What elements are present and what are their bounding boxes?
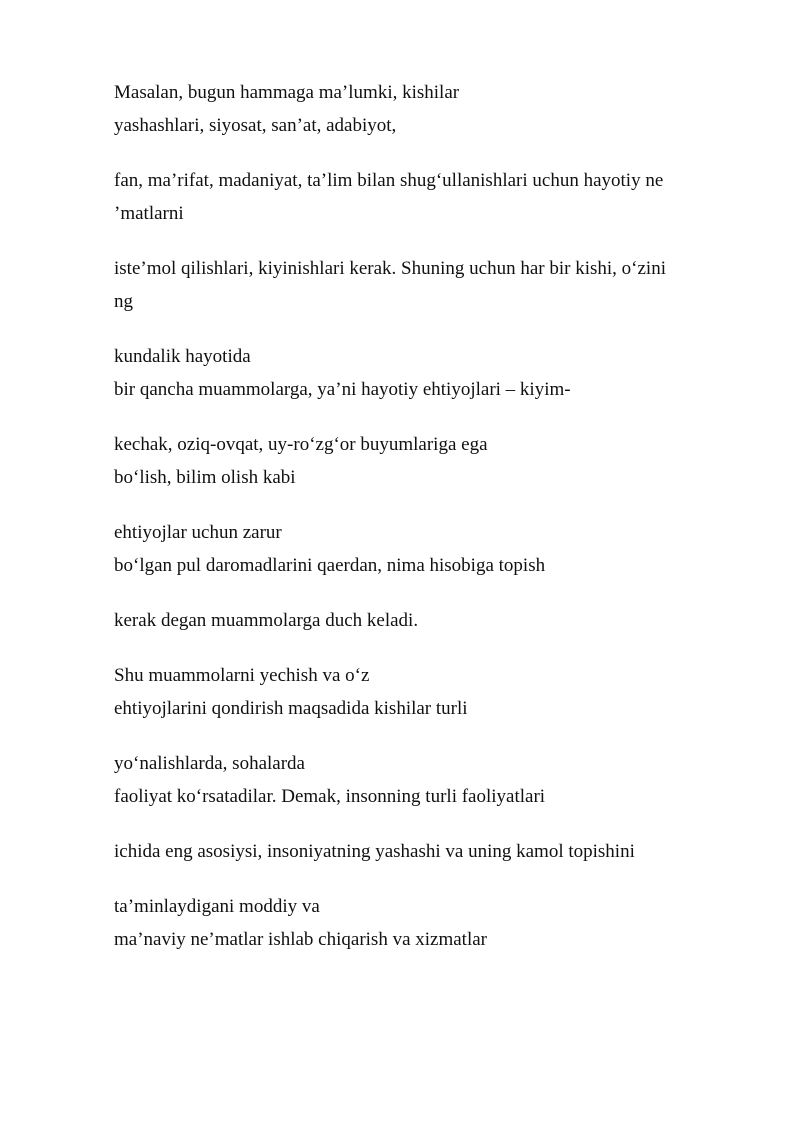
text-line: iste’mol qilishlari, kiyinishlari kerak. Shuning uchun har bir kishi, o‘zini bbox=[114, 258, 666, 279]
document-body bbox=[114, 76, 754, 978]
text-line: kundalik hayotida bbox=[114, 346, 251, 367]
text-line: ng bbox=[114, 291, 133, 312]
text-line: ehtiyojlarini qondirish maqsadida kishilar turli bbox=[114, 698, 468, 719]
text-line: ehtiyojlar uchun zarur bbox=[114, 522, 282, 543]
paragraph bbox=[114, 890, 754, 956]
text-line: kerak degan muammolarga duch keladi. bbox=[114, 610, 419, 631]
text-line: ma’naviy ne’matlar ishlab chiqarish va xizmatlar bbox=[114, 929, 487, 950]
paragraph bbox=[114, 659, 754, 725]
paragraph bbox=[114, 604, 754, 637]
paragraph bbox=[114, 428, 754, 494]
text-line: yo‘nalishlarda, sohalarda bbox=[114, 753, 305, 774]
paragraph bbox=[114, 164, 754, 230]
paragraph bbox=[114, 340, 754, 406]
text-line: bo‘lgan pul daromadlarini qaerdan, nima hisobiga topish bbox=[114, 555, 546, 576]
text-line: Shu muammolarni yechish va o‘z bbox=[114, 665, 370, 686]
text-line: bir qancha muammolarga, ya’ni hayotiy ehtiyojlari – kiyim- bbox=[114, 379, 571, 400]
text-line: ’matlarni bbox=[114, 203, 184, 224]
paragraph bbox=[114, 835, 754, 868]
paragraph bbox=[114, 516, 754, 582]
text-line: Masalan, bugun hammaga ma’lumki, kishilar bbox=[114, 82, 460, 103]
text-line: bo‘lish, bilim olish kabi bbox=[114, 467, 296, 488]
text-line: faoliyat ko‘rsatadilar. Demak, insonning turli faoliyatlari bbox=[114, 786, 546, 807]
text-line: ta’minlaydigani moddiy va bbox=[114, 896, 320, 917]
text-line: ichida eng asosiysi, insoniyatning yashashi va uning kamol topishini bbox=[114, 841, 635, 862]
text-line: yashashlari, siyosat, san’at, adabiyot, bbox=[114, 115, 397, 136]
paragraph bbox=[114, 747, 754, 813]
text-line: kechak, oziq-ovqat, uy-ro‘zg‘or buyumlariga ega bbox=[114, 434, 488, 455]
text-line: fan, ma’rifat, madaniyat, ta’lim bilan shug‘ullanishlari uchun hayotiy ne bbox=[114, 170, 664, 191]
paragraph bbox=[114, 252, 754, 318]
paragraph bbox=[114, 76, 754, 142]
